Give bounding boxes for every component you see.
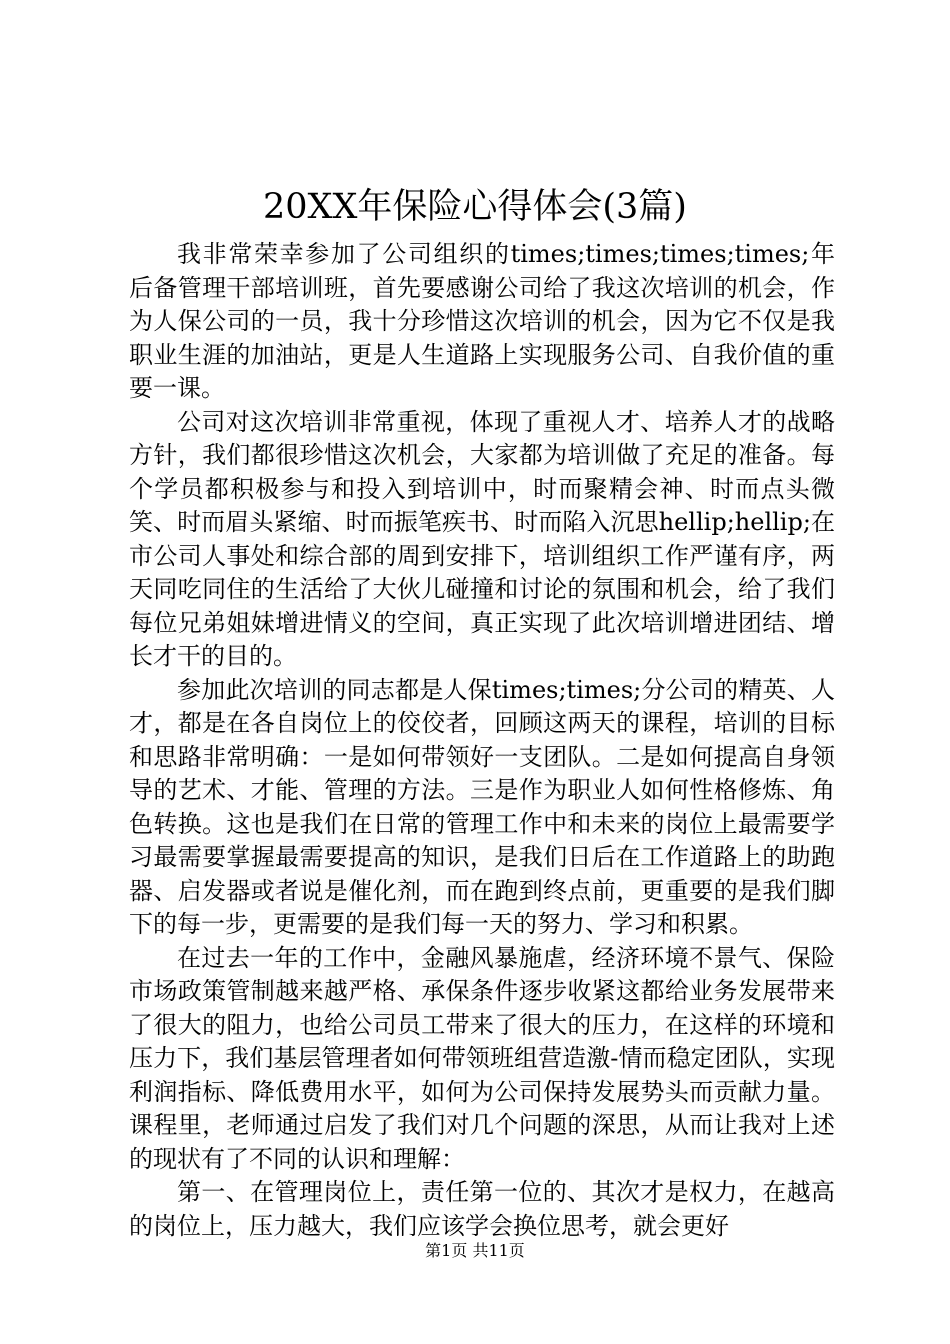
paragraph: 在过去一年的工作中，金融风暴施虐，经济环境不景气、保险市场政策管制越来越严格、承保条件逐步收紧这都给业务发展带来了很大的阻力，也给公司员工带来了很大的压力，在这样的环境和压力下，我们基层管理者如何带领班组营造激-情而稳定团队，实现利润指标、降低费用水平，如何为公司保持发展势头而贡献力量。课程里，老师通过启发了我们对几个问题的深思，从而让我对上述的现状有了不同的认识和理解： (129, 943, 835, 1173)
paragraph: 参加此次培训的同志都是人保times;times;分公司的精英、人才，都是在各自岗位上的佼佼者，回顾这两天的课程，培训的目标和思路非常明确：一是如何带领好一支团队。二是如何提高自身领导的艺术、才能、管理的方法。三是作为职业人如何性格修炼、角色转换。这也是我们在日常的管理工作中和未来的岗位上最需要学习最需要掌握最需要提高的知识，是我们日后在工作道路上的助跑器、启发器或者说是催化剂，而在跑到终点前，更重要的是我们脚下的每一步，更需要的是我们每一天的努力、学习和积累。 (129, 675, 835, 938)
paragraph: 第一、在管理岗位上，责任第一位的、其次才是权力，在越高的岗位上，压力越大，我们应该学会换位思考，就会更好 (129, 1178, 835, 1240)
page-number-footer: 第1页 共11页 (425, 1241, 525, 1260)
paragraph: 公司对这次培训非常重视，体现了重视人才、培养人才的战略方针，我们都很珍惜这次机会，大家都为培训做了充足的准备。每个学员都积极参与和投入到培训中，时而聚精会神、时而点头微笑、时而眉头紧缩、时而振笔疾书、时而陷入沉思hellip;hellip;在市公司人事处和综合部的周到安排下，培训组织工作严谨有序，两天同吃同住的生活给了大伙儿碰撞和讨论的氛围和机会，给了我们每位兄弟姐妹增进情义的空间，真正实现了此次培训增进团结、增长才干的目的。 (129, 407, 835, 670)
document-body (129, 238, 835, 1243)
paragraph: 我非常荣幸参加了公司组织的times;times;times;times;年后备管理干部培训班，首先要感谢公司给了我这次培训的机会，作为人保公司的一员，我十分珍惜这次培训的机会，因为它不仅是我职业生涯的加油站，更是人生道路上实现服务公司、自我价值的重要一课。 (129, 240, 835, 402)
document-title: 20XX年保险心得体会(3篇) (263, 187, 687, 227)
